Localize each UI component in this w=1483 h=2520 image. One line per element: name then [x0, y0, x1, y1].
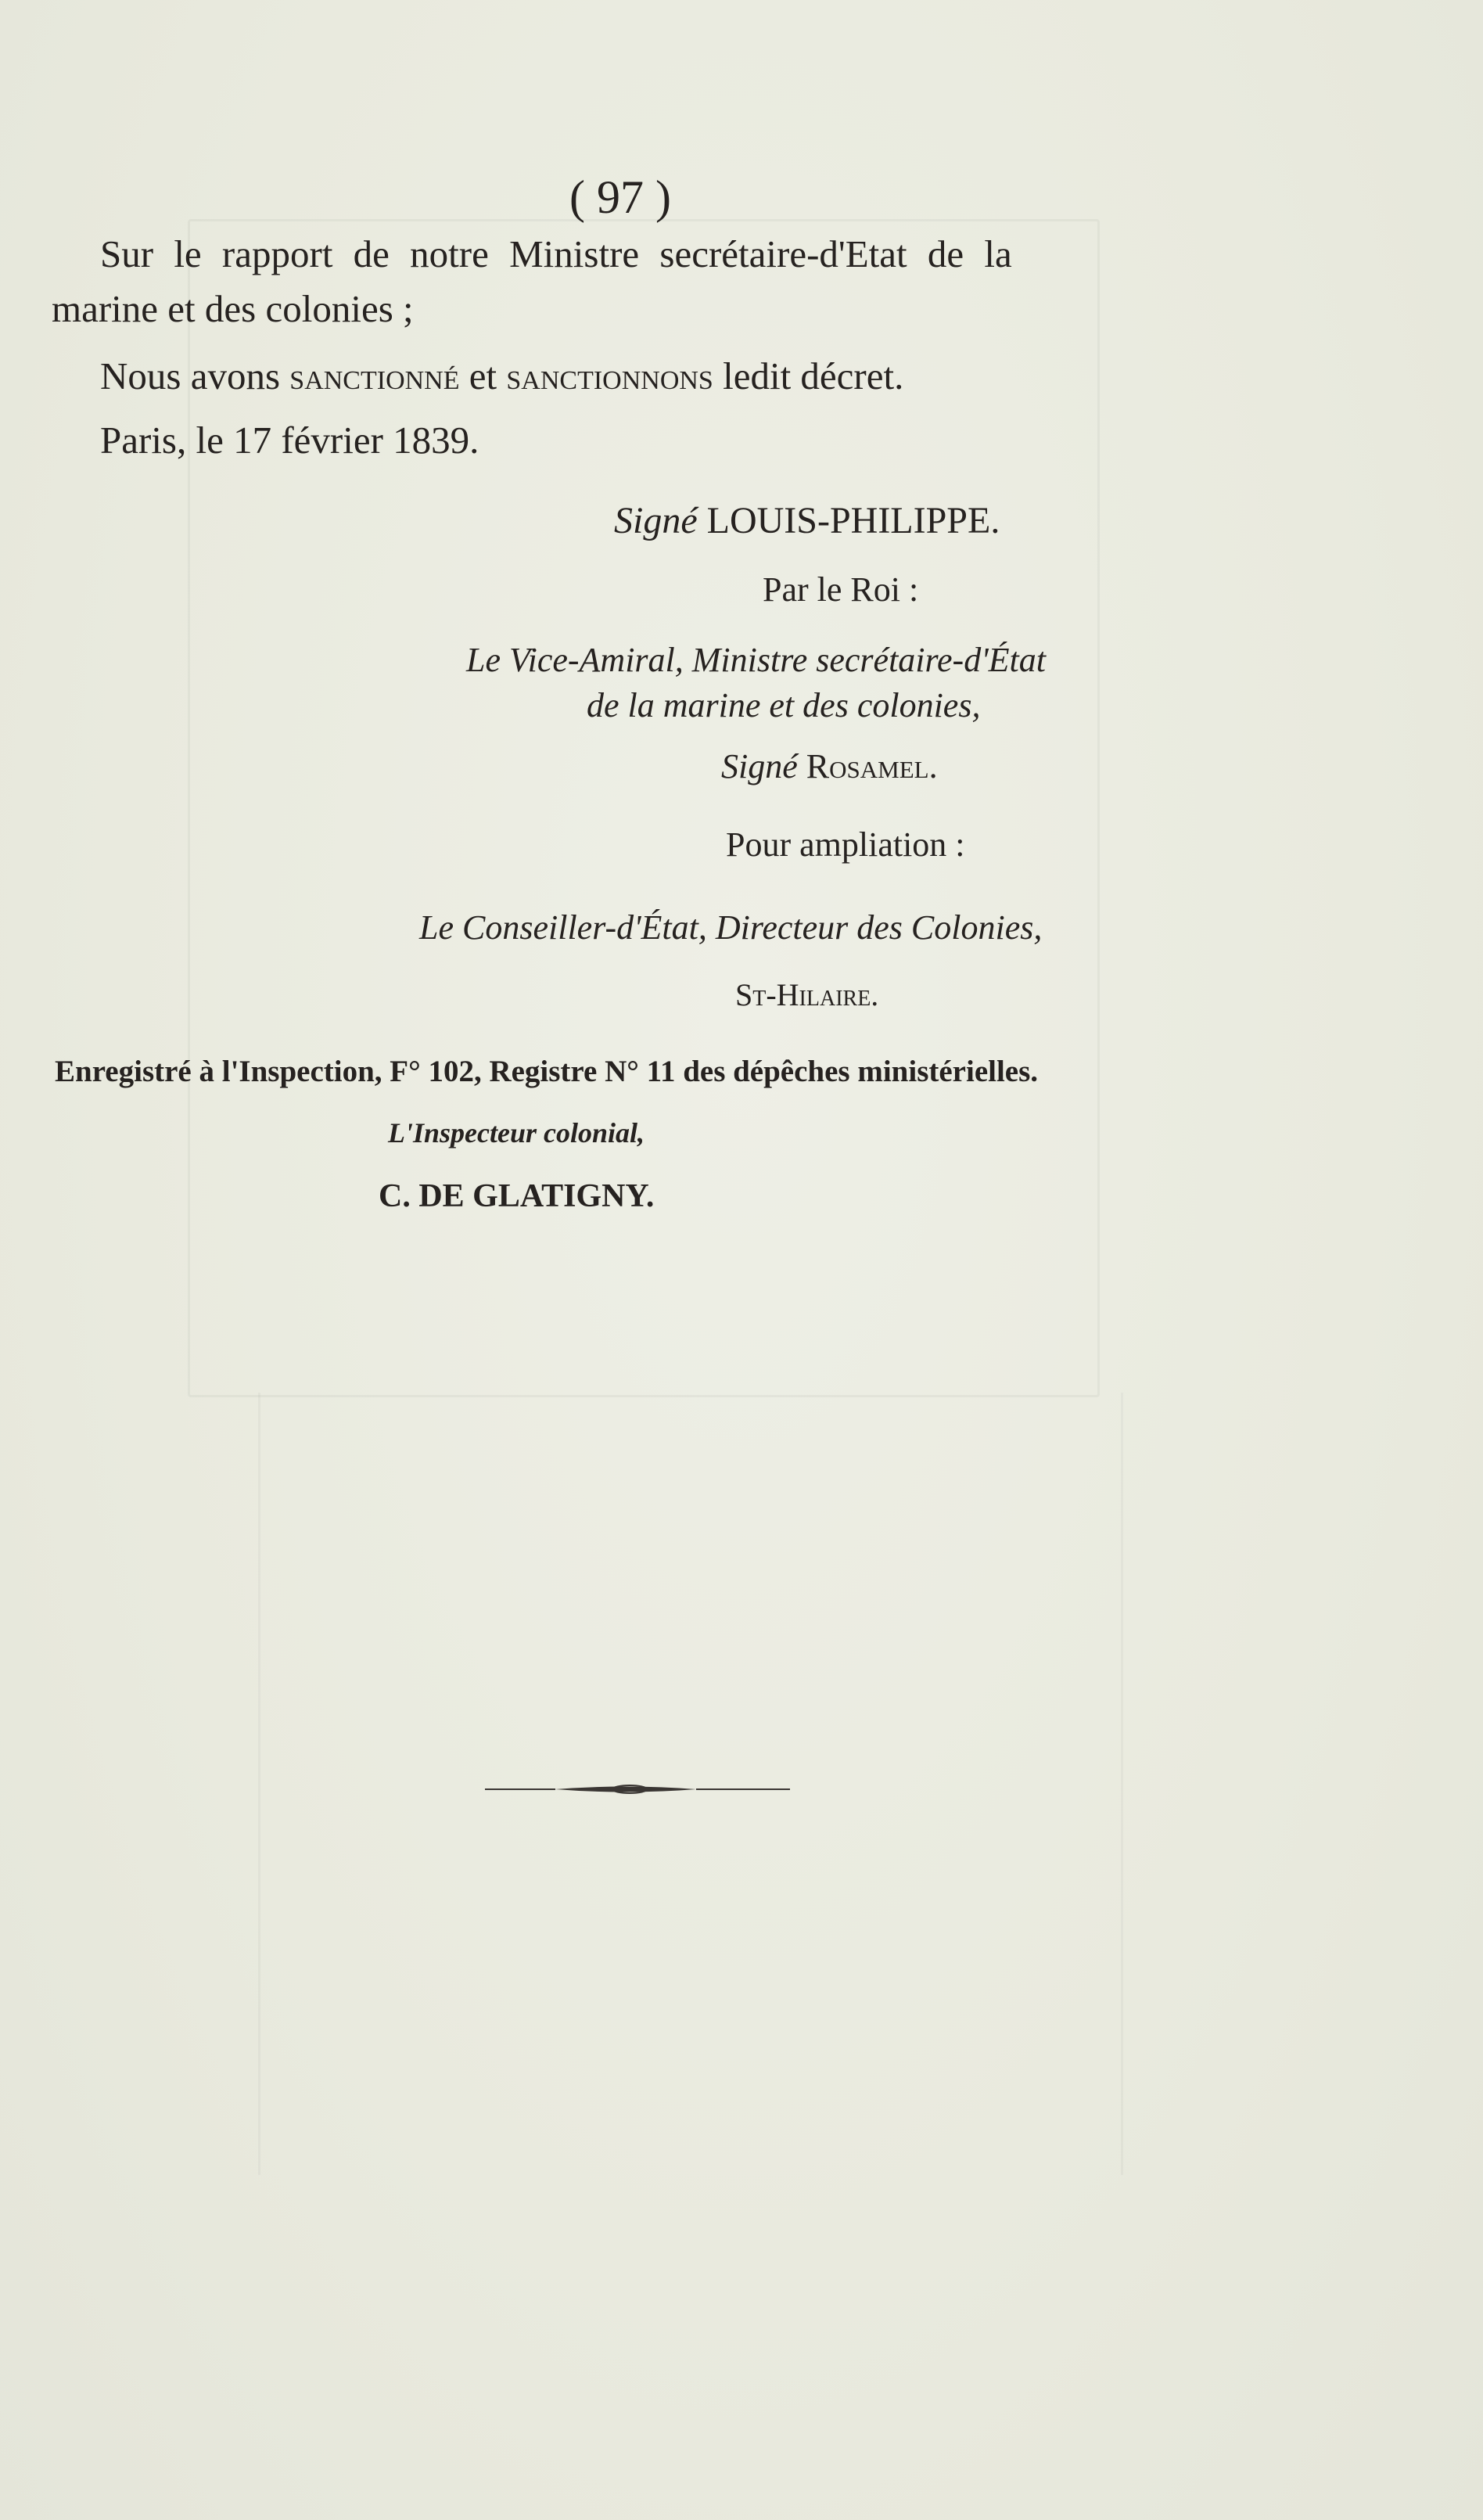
paragraph-rapport-line2: marine et des colonies ; [52, 287, 414, 330]
st-hilaire-name: St-Hilaire. [735, 977, 879, 1012]
paragraph-sanction [100, 354, 904, 397]
minister-title-line2: de la marine et des colonies, [587, 686, 981, 724]
signe-label-2: Signé [721, 747, 798, 785]
signature-king [614, 502, 1000, 540]
sanction-text-mid: et [459, 354, 507, 397]
sanction-text-before: Nous avons [100, 354, 290, 397]
minister-name: Rosamel. [806, 747, 938, 785]
minister-title-line1: Le Vice-Amiral, Ministre secrétaire-d'État [466, 641, 1046, 679]
date-line: Paris, le 17 février 1839. [100, 419, 479, 462]
signature-minister [721, 747, 938, 785]
sanction-sanctionne: sanctionné [289, 354, 460, 397]
inspecteur-title: L'Inspecteur colonial, [388, 1117, 645, 1149]
sanction-sanctionnons: sanctionnons [506, 354, 713, 397]
sanction-text-after: ledit décret. [713, 354, 904, 397]
page-number: ( 97 ) [569, 171, 671, 223]
king-name: LOUIS-PHILIPPE. [706, 500, 1000, 541]
enregistrement-line: Enregistré à l'Inspection, F° 102, Registre N° 11 des dépêches ministérielles. [55, 1055, 1039, 1088]
signe-label: Signé [614, 500, 698, 541]
paragraph-rapport-line1: Sur le rapport de notre Ministre secrétaire-d'Etat de la [100, 232, 1012, 275]
par-le-roi: Par le Roi : [763, 570, 919, 609]
glatigny-name: C. DE GLATIGNY. [379, 1178, 655, 1214]
pour-ampliation: Pour ampliation : [726, 825, 965, 864]
conseiller-title: Le Conseiller-d'État, Directeur des Colonies, [419, 908, 1043, 947]
ornamental-rule [485, 1782, 790, 1796]
